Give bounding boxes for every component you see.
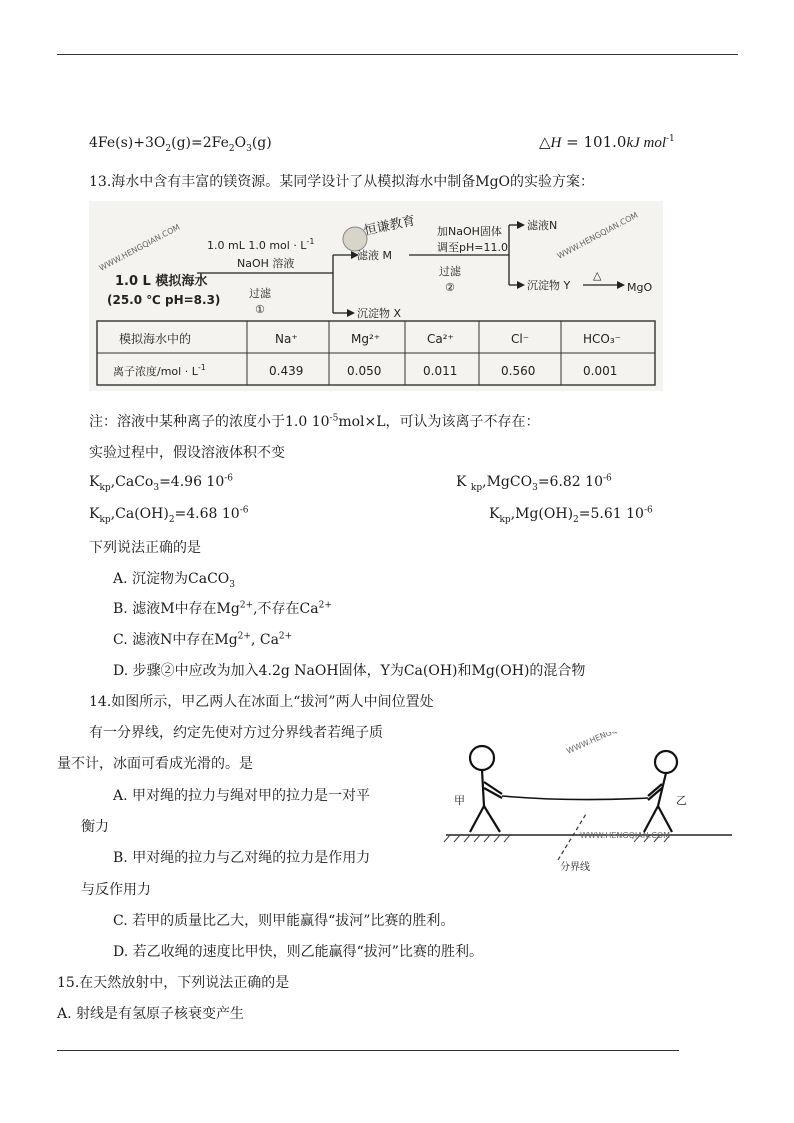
tug-of-war-svg (440, 732, 740, 880)
mgo-label: MgO (627, 281, 653, 294)
ksp-caco3: $K_{kp},CaCo_3=4.96$ $10^{-6}$ (89, 473, 234, 493)
watermark-right: WWW.HENGQIAN.COM (555, 210, 640, 261)
person-yi (644, 751, 677, 832)
q13-note-2: 实验过程中，假设溶液体积不变 (89, 445, 285, 461)
filtrate-m-label: 滤液 M (357, 249, 392, 262)
label-jia: 甲 (454, 794, 465, 807)
arrow-to-mgo (617, 281, 625, 289)
reagent-1-name: NaOH 溶液 (237, 257, 295, 270)
filter-1-label: 过滤 (249, 287, 271, 300)
value-hco3: 0.001 (583, 364, 618, 378)
ion-cl: Cl⁻ (511, 332, 530, 346)
reagent-2-label: 加NaOH固体 (437, 225, 502, 238)
reagent-1-label: 1.0 mL 1.0 mol · $L^{-1}$ (207, 237, 315, 252)
ksp-mgco3: K $_{kp}$,MgCO$_3$=6.82 $10^{-6}$ (456, 473, 612, 493)
q14-option-c: C. 若甲的质量比乙大，则甲能赢得“拔河”比赛的胜利。 (113, 913, 455, 929)
q14-watermark-ground: WWW.HENGQIAN.COM (580, 831, 671, 840)
q15-title: 15.在天然放射中，下列说法正确的是 (57, 975, 290, 991)
label-yi: 乙 (676, 794, 687, 807)
equation-lhs: $4Fe(s)+3O_2(g)=2Fe_2O_3(g)$ (89, 135, 272, 154)
seawater-conditions: (25.0 ℃ pH=8.3) (107, 293, 221, 307)
q14-option-b-line2: 与反作用力 (81, 882, 151, 898)
ion-na: Na⁺ (275, 332, 298, 346)
person-jia (470, 746, 502, 832)
watermark-left: WWW.HENGQIAN.COM (97, 222, 182, 273)
q14-watermark-top: WWW.HENGQIAN.COM (565, 732, 652, 756)
ion-mg: Mg²⁺ (351, 332, 381, 346)
q14-option-a-line2: 衡力 (81, 819, 109, 835)
q13-option-d: D. 步骤②中应改为加入4.2g NaOH固体，Y为Ca(OH)和Mg(OH)的混合物 (113, 663, 586, 679)
q14-line-1: 14.如图所示，甲乙两人在冰面上“拔河”两人中间位置处 (89, 694, 434, 710)
q13-title: 13.海水中含有丰富的镁资源。某同学设计了从模拟海水中制备MgO的实验方案： (89, 174, 595, 190)
step-1-marker: ① (255, 303, 265, 316)
filter-2-label: 过滤 (439, 265, 461, 278)
value-cl: 0.560 (501, 364, 536, 378)
arrow-to-filtrate-n (517, 221, 525, 229)
q13-flow-figure (89, 201, 663, 391)
ion-hco3: HCO₃⁻ (583, 332, 621, 346)
q14-line-3: 量不计，冰面可看成光滑的。是 (57, 756, 253, 772)
q14-line-2: 有一分界线，约定先使对方过分界线者若绳子质 (89, 725, 383, 741)
q14-tug-of-war-figure (440, 732, 740, 880)
q14-option-b-line1: B. 甲对绳的拉力与乙对绳的拉力是作用力 (113, 850, 371, 866)
q13-prompt: 下列说法正确的是 (89, 540, 201, 556)
ksp-caoh2: $K_{kp},Ca(OH)_2=4.68$ $10^{-6}$ (89, 505, 249, 525)
q13-flow-svg (89, 201, 663, 391)
label-dividing-line: 分界线 (560, 862, 590, 873)
precip-y-label: 沉淀物 Y (527, 279, 571, 292)
q13-option-a: A. 沉淀物为CaCO$_3$ (113, 571, 235, 590)
rope (502, 796, 648, 800)
footer-rule (57, 1050, 679, 1051)
q14-option-d: D. 若乙收绳的速度比甲快，则乙能赢得“拔河”比赛的胜利。 (113, 944, 483, 960)
step-2-marker: ② (445, 281, 455, 294)
heat-symbol: △ (593, 269, 602, 282)
table-row1-label: 模拟海水中的 (119, 332, 192, 346)
reagent-2-condition: 调至pH=11.0 (437, 241, 508, 254)
value-ca: 0.011 (423, 364, 458, 378)
arrow-to-precip-y (517, 281, 525, 289)
arrow-to-precip-x (347, 309, 355, 317)
logo-text: 恒谦教育 (362, 213, 417, 239)
value-na: 0.439 (269, 364, 304, 378)
table-row2-label: 离子浓度$/mol \cdot L^{-1}$ (113, 363, 206, 378)
filtrate-n-label: 滤液N (527, 219, 558, 232)
ion-ca: Ca²⁺ (427, 332, 454, 346)
q15-option-a: A. 射线是有氢原子核衰变产生 (57, 1006, 245, 1022)
enthalpy-change: △H = 101.0kJ mol$^{-1}$ (539, 133, 675, 151)
q13-option-b: B. 滤液M中存在$Mg^{2+}$,不存在$Ca^{2+}$ (113, 600, 332, 617)
seawater-label: 1.0 L 模拟海水 (115, 274, 208, 289)
q13-note-1: 注：溶液中某种离子的浓度小于1.0 $10^{-5}mol\times L$，可认为该离子不存在： (89, 413, 540, 430)
precip-x-label: 沉淀物 X (357, 307, 402, 320)
ksp-mgoh2: $K_{kp},Mg(OH)_2=5.61$ $10^{-6}$ (489, 505, 653, 525)
value-mg: 0.050 (347, 364, 382, 378)
q13-option-c: C. 滤液N中存在$Mg^{2+}$, $Ca^{2+}$ (113, 631, 293, 648)
header-rule (57, 54, 738, 55)
q14-option-a-line1: A. 甲对绳的拉力与绳对甲的拉力是一对平 (113, 788, 371, 804)
